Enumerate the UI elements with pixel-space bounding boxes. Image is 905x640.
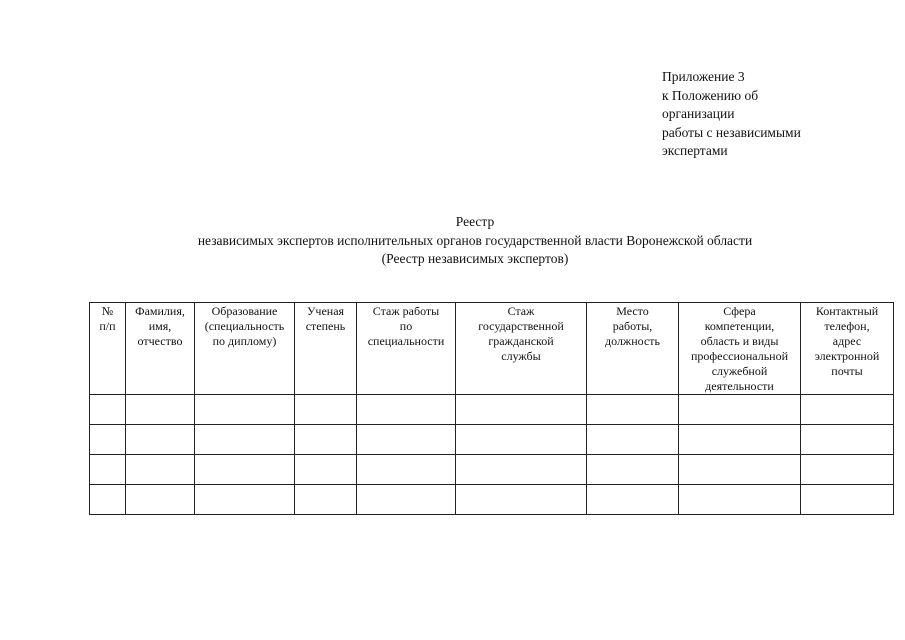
- column-header: Стаж работы по специальности: [357, 303, 456, 395]
- appendix-line: Приложение 3: [662, 69, 745, 84]
- column-header: Контактный телефон, адрес электронной почты: [801, 303, 894, 395]
- table-row: [90, 455, 894, 485]
- table-cell: [357, 485, 456, 515]
- table-cell: [295, 425, 357, 455]
- title-line-2: независимых экспертов исполнительных органов государственной власти Воронежской области: [197, 232, 753, 248]
- column-header: № п/п: [90, 303, 126, 395]
- table-header-row: [90, 303, 894, 395]
- appendix-line: работы с независимыми: [662, 124, 801, 140]
- table-cell: [295, 455, 357, 485]
- table-cell: [587, 395, 679, 425]
- table-cell: [456, 485, 587, 515]
- column-header: Сфера компетенции, область и виды профессиональной служебной деятельности: [679, 303, 801, 395]
- table-cell: [126, 455, 195, 485]
- column-header: Стаж государственной гражданской службы: [456, 303, 587, 395]
- table-cell: [90, 485, 126, 515]
- table-cell: [679, 485, 801, 515]
- table-cell: [295, 485, 357, 515]
- table-cell: [456, 395, 587, 425]
- table-cell: [90, 455, 126, 485]
- column-header: Место работы, должность: [587, 303, 679, 395]
- appendix-line: экспертами: [662, 143, 728, 158]
- table-cell: [357, 425, 456, 455]
- column-header: Образование (специальность по диплому): [195, 303, 295, 395]
- table-cell: [679, 425, 801, 455]
- table-row: [90, 425, 894, 455]
- table-cell: [195, 395, 295, 425]
- table-cell: [801, 485, 894, 515]
- table-cell: [801, 455, 894, 485]
- title-line-1: Реестр: [455, 214, 495, 229]
- appendix-line: к Положению об: [662, 87, 759, 103]
- table-cell: [587, 485, 679, 515]
- table-cell: [456, 425, 587, 455]
- appendix-line: организации: [662, 106, 735, 121]
- column-header: Ученая степень: [295, 303, 357, 395]
- table-cell: [90, 395, 126, 425]
- table-cell: [195, 485, 295, 515]
- table-cell: [295, 395, 357, 425]
- table-row: [90, 485, 894, 515]
- table-cell: [456, 455, 587, 485]
- column-header: Фамилия, имя, отчество: [126, 303, 195, 395]
- registry-table: [89, 302, 894, 515]
- table-cell: [357, 395, 456, 425]
- table-cell: [126, 395, 195, 425]
- table-cell: [679, 395, 801, 425]
- table-cell: [801, 395, 894, 425]
- table-cell: [90, 425, 126, 455]
- title-line-3: (Реестр независимых экспертов): [381, 251, 569, 266]
- table-cell: [587, 455, 679, 485]
- table-row: [90, 395, 894, 425]
- table-cell: [195, 425, 295, 455]
- appendix-note: [662, 68, 862, 161]
- table-cell: [801, 425, 894, 455]
- table-cell: [587, 425, 679, 455]
- document-title: [90, 213, 860, 269]
- table-cell: [126, 485, 195, 515]
- table-cell: [357, 455, 456, 485]
- table-cell: [126, 425, 195, 455]
- table-body: [90, 395, 894, 515]
- table-cell: [679, 455, 801, 485]
- table-cell: [195, 455, 295, 485]
